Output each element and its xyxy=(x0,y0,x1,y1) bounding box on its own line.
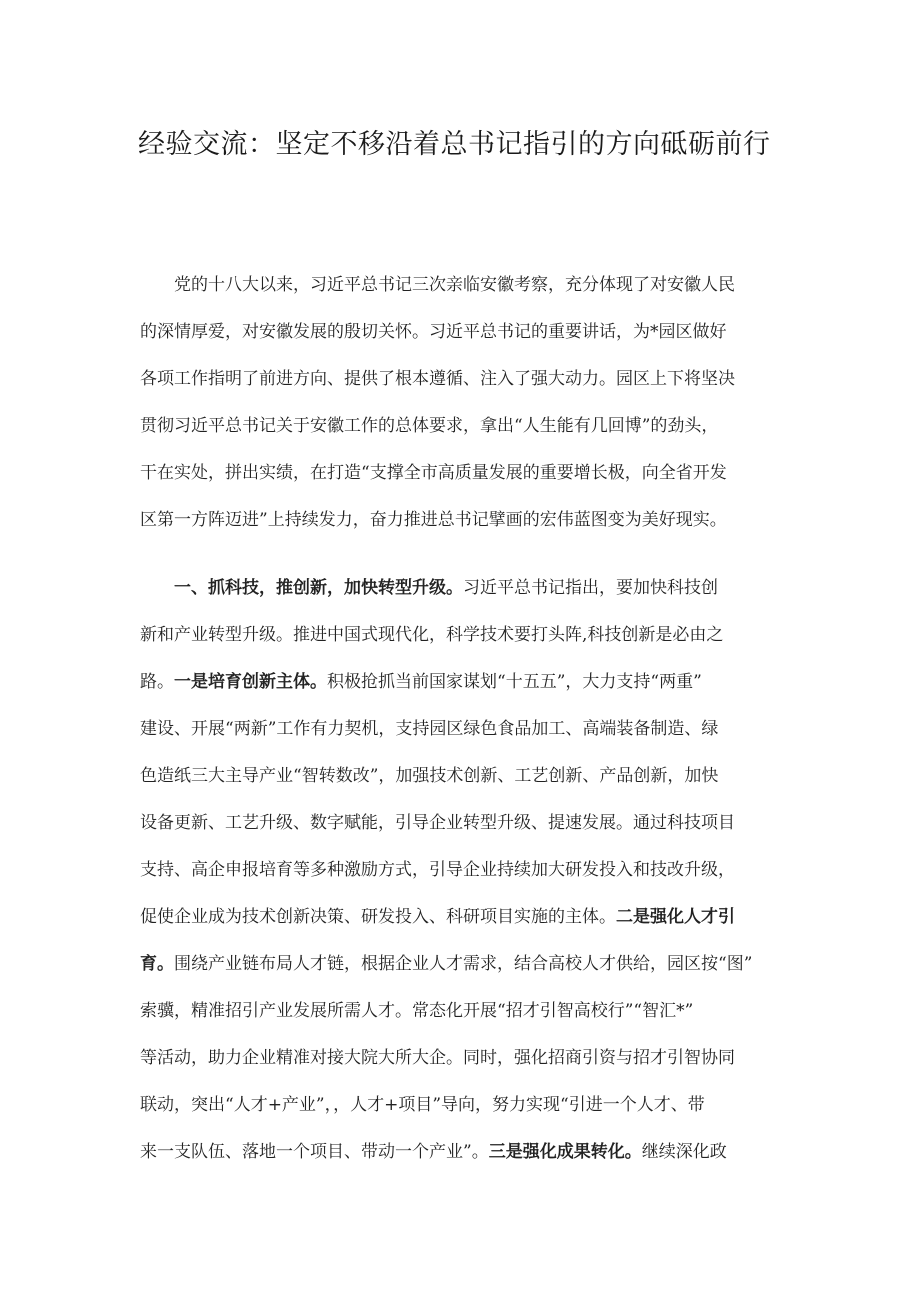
text-run: 路。 xyxy=(140,672,174,692)
paragraph-line: 新和产业转型升级。推进中国式现代化，科学技术要打头阵,科技创新是必由之 xyxy=(140,625,724,645)
section-heading: 一、抓科技，推创新，加快转型升级。 xyxy=(174,578,463,598)
text-run: 习近平总书记指出，要加快科技创 xyxy=(463,578,718,598)
paragraph-line: 联动，突出“人才+产业”，，人才+项目”导向，努力实现“引进一个人才、带 xyxy=(140,1095,705,1115)
paragraph-line: 建设、开展“两新”工作有力契机，支持园区绿色食品加工、高端装备制造、绿 xyxy=(140,719,719,739)
text-run: 围绕产业链布局人才链，根据企业人才需求，结合高校人才供给，园区按“图” xyxy=(174,954,753,974)
text-run: 积极抢抓当前国家谋划“十五五”，大力支持“两重” xyxy=(327,672,702,692)
paragraph-line: 的深情厚爱，对安徽发展的殷切关怀。习近平总书记的重要讲话，为*园区做好 xyxy=(140,322,727,342)
subheading: 二是强化人才引 xyxy=(616,907,735,927)
text-run: 继续深化政 xyxy=(641,1142,727,1162)
paragraph-line: 色造纸三大主导产业“智转数改”，加强技术创新、工艺创新、产品创新，加快 xyxy=(140,766,719,786)
subheading: 三是强化成果转化。 xyxy=(488,1142,642,1162)
paragraph-line: 支持、高企申报培育等多种激励方式，引导企业持续加大研发投入和技改升级， xyxy=(140,860,735,880)
section-one-paragraph xyxy=(140,565,785,1176)
paragraph-line: 区第一方阵迈进”上持续发力，奋力推进总书记擘画的宏伟蓝图变为美好现实。 xyxy=(140,510,727,530)
paragraph-line: 设备更新、工艺升级、数字赋能，引导企业转型升级、提速发展。通过科技项目 xyxy=(140,813,735,833)
intro-paragraph xyxy=(140,262,785,544)
paragraph-line xyxy=(140,659,785,706)
paragraph-line: 索骥，精准招引产业发展所需人才。常态化开展“招才引智高校行”“智汇*” xyxy=(140,1001,694,1021)
paragraph-line: 贯彻习近平总书记关于安徽工作的总体要求，拿出“人生能有几回博”的劲头， xyxy=(140,416,719,436)
subheading: 育。 xyxy=(140,954,174,974)
paragraph-line xyxy=(140,565,785,612)
paragraph-line: 党的十八大以来，习近平总书记三次亲临安徽考察，充分体现了对安徽人民 xyxy=(174,275,735,295)
text-run: 来一支队伍、落地一个项目、带动一个产业”。 xyxy=(140,1142,489,1162)
paragraph-line: 干在实处，拼出实绩，在打造“支撑全市高质量发展的重要增长极，向全省开发 xyxy=(140,463,727,483)
text-run: 促使企业成为技术创新决策、研发投入、科研项目实施的主体。 xyxy=(140,907,616,927)
paragraph-line xyxy=(140,1129,785,1176)
paragraph-line: 等活动，助力企业精准对接大院大所大企。同时，强化招商引资与招才引智协同 xyxy=(140,1048,735,1068)
document-title: 经验交流：坚定不移沿着总书记指引的方向砥砺前行 xyxy=(138,129,771,160)
paragraph-line: 各项工作指明了前进方向、提供了根本遵循、注入了强大动力。园区上下将坚决 xyxy=(140,369,735,389)
paragraph-line xyxy=(140,941,785,988)
paragraph-line xyxy=(140,894,785,941)
subheading: 一是培育创新主体。 xyxy=(174,672,327,692)
